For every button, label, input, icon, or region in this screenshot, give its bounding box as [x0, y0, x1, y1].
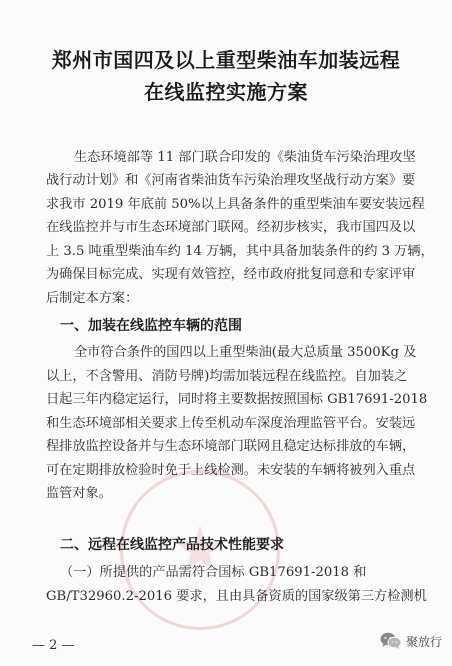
page-number: — 2 — [32, 638, 75, 653]
section-heading-2: 二、远程在线监控产品技术性能要求 [60, 537, 284, 553]
paragraph-1-line: 上 3.5 吨重型柴油车约 14 万辆，其中具备加装条件的约 3 万辆， [46, 244, 434, 259]
paragraph-2-line: 日起三年内稳定运行，同时将主要数据按照国标 GB17691-2018 [46, 392, 428, 407]
document-title-line-2: 在线监控实施方案 [144, 80, 308, 104]
paragraph-1-line: 求我市 2019 年底前 50%以上具备条件的重型柴油车要安装远程 [46, 197, 425, 212]
section-heading-1: 一、加装在线监控车辆的范围 [60, 318, 242, 334]
paragraph-2-line: 全市符合条件的国四以上重型柴油(最大总质量 3500Kg 及 [74, 345, 417, 360]
paragraph-1-line: 为确保目标完成、实现有效管控，经市政府批复同意和专家评审 [46, 267, 416, 282]
paragraph-2-line: 和生态环境部相关要求上传至机动车深度治理监管平台。安装远 [46, 416, 416, 431]
paragraph-2-line: 以上，不含警用、消防号牌)均需加装远程在线监控。自加装之 [46, 369, 408, 384]
paragraph-3-line: GB/T32960.2-2016 要求，且由具备资质的国家级第三方检测机 [46, 589, 427, 604]
watermark-text: 聚放行 [405, 634, 442, 649]
wechat-icon [380, 632, 402, 650]
paragraph-2-line: 监管对象。 [46, 486, 112, 501]
source-watermark [380, 632, 442, 650]
paragraph-2-line: 可在定期排放检验时免于上线检测。未安装的车辆将被列入重点 [46, 463, 416, 478]
paragraph-1-line: 生态环境部等 11 部门联合印发的《柴油货车污染治理攻坚 [74, 150, 416, 165]
paragraph-1-line: 战行动计划》和《河南省柴油货车污染治理攻坚战行动方案》要 [46, 173, 416, 188]
paragraph-3-line: （一）所提供的产品需符合国标 GB17691-2018 和 [60, 565, 367, 580]
paragraph-1-line: 在线监控并与市生态环境部门联网。经初步核实，我市国四及以 [46, 220, 416, 235]
document-title-line-1: 郑州市国四及以上重型柴油车加装远程 [51, 48, 401, 72]
paragraph-1-line: 后制定本方案： [46, 291, 139, 306]
paragraph-2-line: 程排放监控设备并与生态环境部门联网且稳定达标排放的车辆， [46, 439, 416, 454]
